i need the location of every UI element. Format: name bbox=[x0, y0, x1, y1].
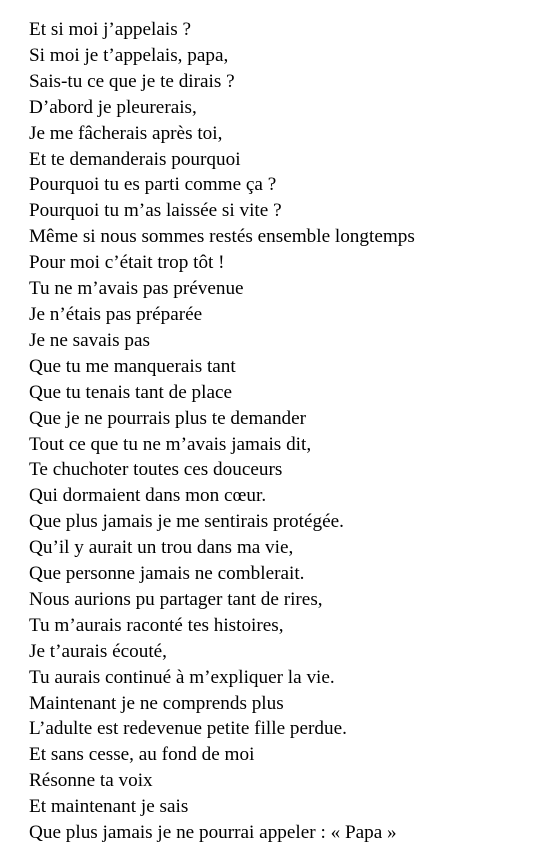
poem-line: Que tu me manquerais tant bbox=[29, 355, 236, 377]
poem-line: Qu’il y aurait un trou dans ma vie, bbox=[29, 537, 294, 559]
poem-line: Que plus jamais je ne pourrai appeler : « Papa » bbox=[29, 822, 397, 844]
poem-line: Que tu tenais tant de place bbox=[29, 381, 232, 403]
poem-line: Nous aurions pu partager tant de rires, bbox=[29, 588, 323, 610]
poem-line: Je t’aurais écouté, bbox=[29, 640, 167, 662]
poem-line: L’adulte est redevenue petite fille perdue. bbox=[29, 718, 347, 740]
poem-line: Et te demanderais pourquoi bbox=[29, 148, 241, 170]
poem-line: Tout ce que tu ne m’avais jamais dit, bbox=[29, 433, 312, 455]
poem-line: Je ne savais pas bbox=[29, 329, 150, 351]
poem-line: Tu m’aurais raconté tes histoires, bbox=[29, 614, 284, 636]
poem-line: Pourquoi tu es parti comme ça ? bbox=[29, 174, 277, 196]
poem-line: Je n’étais pas préparée bbox=[29, 303, 203, 325]
poem-line: Tu aurais continué à m’expliquer la vie. bbox=[29, 666, 335, 688]
poem-line: Si moi je t’appelais, papa, bbox=[29, 44, 229, 66]
poem-line: Que personne jamais ne comblerait. bbox=[29, 563, 305, 585]
poem-line: Pour moi c’était trop tôt ! bbox=[29, 252, 225, 274]
poem-line: Que plus jamais je me sentirais protégée. bbox=[29, 511, 344, 533]
poem-line: Et sans cesse, au fond de moi bbox=[29, 744, 255, 766]
poem-line: Même si nous sommes restés ensemble longtemps bbox=[29, 226, 415, 248]
poem-line: Maintenant je ne comprends plus bbox=[29, 692, 284, 714]
poem-line: Résonne ta voix bbox=[29, 770, 153, 792]
poem-line: Et si moi j’appelais ? bbox=[29, 19, 191, 40]
poem-line: Je me fâcherais après toi, bbox=[29, 122, 223, 144]
poem-line: Sais-tu ce que je te dirais ? bbox=[29, 70, 235, 92]
poem-line: Te chuchoter toutes ces douceurs bbox=[29, 459, 283, 481]
poem-line: Et maintenant je sais bbox=[29, 796, 189, 818]
poem-line: Tu ne m’avais pas prévenue bbox=[29, 278, 244, 300]
poem-text bbox=[29, 17, 415, 846]
poem-line: Pourquoi tu m’as laissée si vite ? bbox=[29, 200, 282, 222]
poem-line: Qui dormaient dans mon cœur. bbox=[29, 485, 267, 507]
poem-line: Que je ne pourrais plus te demander bbox=[29, 407, 307, 429]
poem-line: D’abord je pleurerais, bbox=[29, 96, 197, 118]
